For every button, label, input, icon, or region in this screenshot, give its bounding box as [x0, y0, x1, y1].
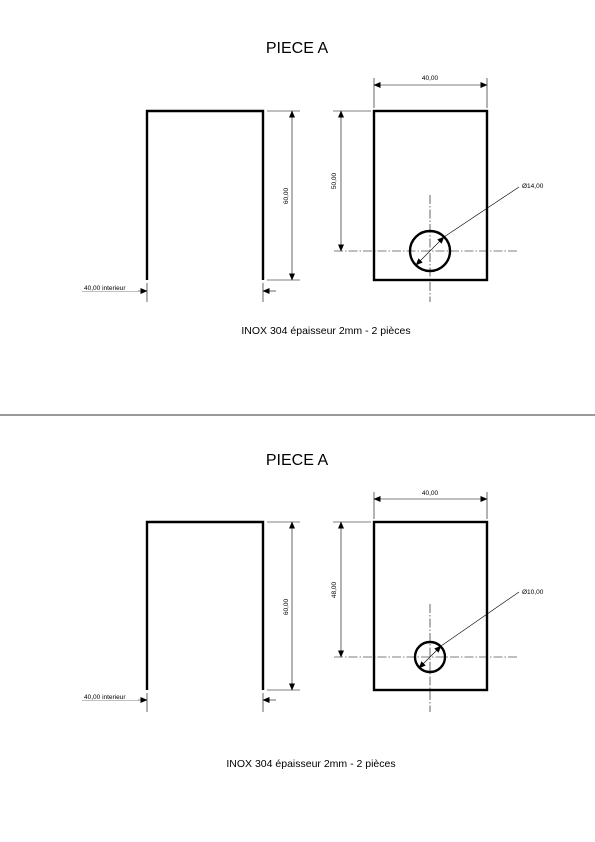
- material-spec: INOX 304 épaisseur 2mm - 2 pièces: [241, 325, 411, 337]
- piece-title: PIECE A: [265, 452, 329, 469]
- hole-position-dimension: 50,00: [331, 172, 338, 190]
- inner-width-dimension: 40,00 interieur: [84, 694, 126, 701]
- plate-width-dimension: 40,00: [421, 490, 439, 497]
- plate-width-dimension: 40,00: [421, 75, 439, 82]
- inner-width-dimension: 40,00 interieur: [84, 285, 126, 292]
- material-spec: INOX 304 épaisseur 2mm - 2 pièces: [226, 758, 396, 770]
- u-profile-outline: [147, 522, 263, 690]
- hole-diameter-dimension: Ø14,00: [522, 183, 544, 190]
- diameter-leader-line: [444, 187, 519, 237]
- hole-diameter-dimension: Ø10,00: [522, 589, 544, 596]
- plate-outline: [374, 522, 487, 690]
- drawing-piece-1: [82, 40, 544, 337]
- plate-view: [331, 490, 544, 712]
- u-profile-view: [82, 522, 300, 712]
- plate-outline: [374, 111, 487, 280]
- u-profile-outline: [147, 111, 263, 280]
- plate-view: [331, 75, 544, 302]
- piece-title: PIECE A: [265, 40, 329, 57]
- height-dimension: 60,00: [283, 598, 290, 616]
- drawing-piece-2: [82, 452, 544, 770]
- hole-position-dimension: 48,00: [331, 581, 338, 599]
- diameter-leader-line: [441, 592, 519, 646]
- height-dimension: 60,00: [283, 187, 290, 205]
- u-profile-view: [82, 111, 300, 302]
